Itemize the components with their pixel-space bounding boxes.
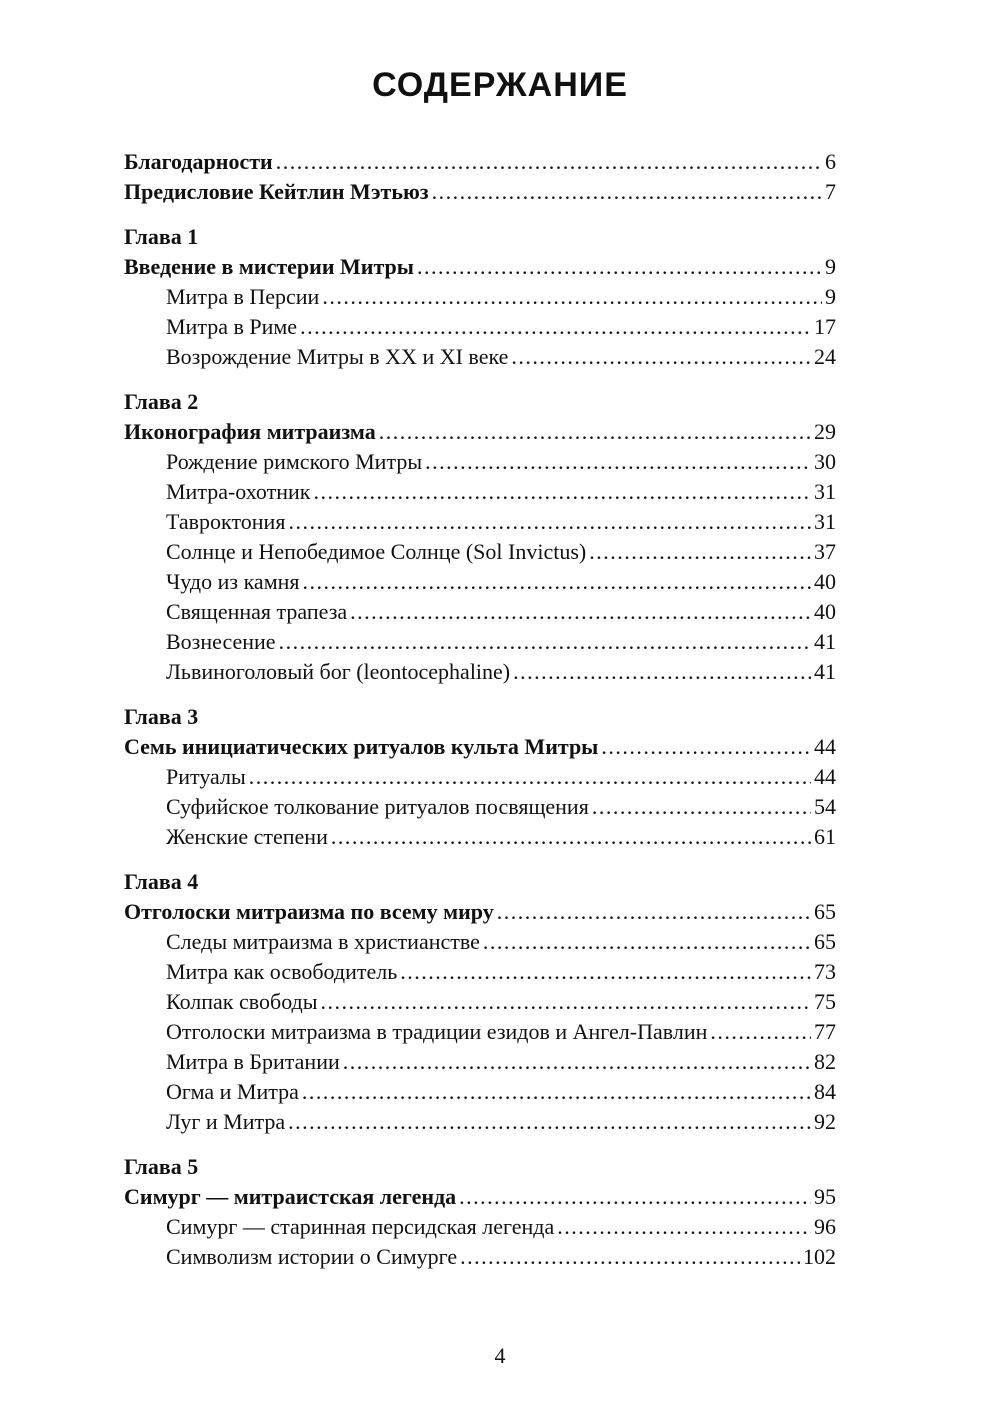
toc-entry-label: Вознесение [166,629,276,654]
leader-dots [511,342,811,372]
toc-entry-label: Суфийское толкование ритуалов посвящения [166,794,589,819]
section-entry [124,1017,836,1047]
toc-entry-label: Отголоски митраизма в традиции езидов и Ангел-Павлин [166,1019,708,1044]
toc-entry-label: Колпак свободы [166,989,318,1014]
toc-entry-page: 7 [825,179,836,204]
leader-dots [288,1107,811,1137]
toc-entry-page: 40 [814,599,836,624]
section-entry [124,342,836,372]
section-entry [124,477,836,507]
section-entry [124,957,836,987]
toc-entry-page: 84 [814,1079,836,1104]
toc-entry-page: 17 [814,314,836,339]
toc-entry-page: 73 [814,959,836,984]
section-entry [124,627,836,657]
section-entry [124,987,836,1017]
toc-entry-page: 9 [825,254,836,279]
toc-entry-label: Огма и Митра [166,1079,299,1104]
toc-entry-label: Ритуалы [166,764,246,789]
toc-entry-page: 6 [825,149,836,174]
leader-dots [589,537,811,567]
toc-entry-page: 92 [814,1109,836,1134]
section-entry [124,447,836,477]
section-entry [124,282,836,312]
toc-entry-page: 77 [814,1019,836,1044]
toc-entry-label: Благодарности [124,149,273,174]
chapter-title-entry [124,417,836,447]
toc-entry-page: 29 [814,419,836,444]
section-entry [124,1212,836,1242]
leader-dots [425,447,811,477]
leader-dots [417,252,822,282]
section-entry [124,597,836,627]
chapter-heading: Глава 5 [124,1154,199,1179]
toc-entry-label: Введение в мистерии Митры [124,254,414,279]
chapter-title-entry [124,897,836,927]
chapter-title-entry [124,252,836,282]
chapter-heading: Глава 1 [124,224,199,249]
page-title: СОДЕРЖАНИЕ [372,66,628,104]
toc-entry-label: Чудо из камня [166,569,300,594]
section-entry [124,507,836,537]
toc-entry-page: 75 [814,989,836,1014]
leader-dots [459,1182,811,1212]
toc-entry-page: 65 [814,929,836,954]
leader-dots [497,897,811,927]
toc-entry-label: Предисловие Кейтлин Мэтьюз [124,179,429,204]
section-entry [124,1242,836,1272]
toc-entry-label: Митра-охотник [166,479,311,504]
toc-entry-label: Симург — митраистская легенда [124,1184,457,1209]
toc-entry-page: 31 [814,479,836,504]
toc-entry-label: Тавроктония [166,509,286,534]
leader-dots [343,1047,811,1077]
chapter-heading: Глава 3 [124,704,199,729]
toc-entry-label: Львиноголовый бог (leontocephaline) [166,659,511,684]
toc-entry-label: Отголоски митраизма по всему миру [124,899,494,924]
leader-dots [557,1212,811,1242]
chapter-heading: Глава 4 [124,869,199,894]
leader-dots [432,177,822,207]
toc-entry-label: Митра в Риме [166,314,298,339]
chapter-heading: Глава 2 [124,389,199,414]
leader-dots [303,567,811,597]
leader-dots [331,822,811,852]
toc-entry-page: 96 [814,1214,836,1239]
section-entry [124,567,836,597]
leader-dots [460,1242,800,1272]
toc-entry-label: Митра в Персии [166,284,320,309]
toc-entry-acknowledgements [124,147,836,177]
table-of-contents [124,147,836,1272]
toc-entry-page: 61 [814,824,836,849]
toc-entry-label: Митра как освободитель [166,959,398,984]
section-entry [124,312,836,342]
toc-entry-page: 44 [814,764,836,789]
leader-dots [592,792,811,822]
toc-entry-page: 40 [814,569,836,594]
toc-entry-label: Священная трапеза [166,599,348,624]
leader-dots [513,657,811,687]
leader-dots [302,1077,811,1107]
leader-dots [710,1017,811,1047]
section-entry [124,927,836,957]
section-entry [124,1077,836,1107]
toc-entry-label: Иконография митраизма [124,419,376,444]
toc-entry-page: 41 [814,629,836,654]
toc-entry-page: 41 [814,659,836,684]
toc-entry-label: Семь инициатических ритуалов культа Митры [124,734,599,759]
leader-dots [321,987,811,1017]
toc-entry-label: Возрождение Митры в XX и XI веке [166,344,509,369]
section-entry [124,1047,836,1077]
leader-dots [379,417,811,447]
leader-dots [350,597,811,627]
section-entry [124,762,836,792]
toc-entry-label: Следы митраизма в христианстве [166,929,480,954]
section-entry [124,822,836,852]
page-number: 4 [494,1343,506,1368]
toc-entry-foreword [124,177,836,207]
toc-entry-label: Митра в Британии [166,1049,340,1074]
leader-dots [276,147,822,177]
leader-dots [601,732,811,762]
toc-entry-page: 24 [814,344,836,369]
toc-entry-label: Рождение римского Митры [166,449,423,474]
leader-dots [400,957,811,987]
toc-entry-page: 31 [814,509,836,534]
toc-entry-page: 9 [825,284,836,309]
toc-entry-page: 30 [814,449,836,474]
leader-dots [313,477,811,507]
toc-entry-label: Симург — старинная персидская легенда [166,1214,555,1239]
leader-dots [300,312,811,342]
chapter-title-entry [124,732,836,762]
section-entry [124,1107,836,1137]
toc-entry-label: Солнце и Непобедимое Солнце (Sol Invictus) [166,539,587,564]
toc-entry-page: 102 [803,1244,836,1269]
chapter-title-entry [124,1182,836,1212]
leader-dots [249,762,811,792]
toc-entry-page: 65 [814,899,836,924]
section-entry [124,792,836,822]
toc-entry-page: 82 [814,1049,836,1074]
toc-entry-page: 95 [814,1184,836,1209]
leader-dots [322,282,822,312]
toc-entry-label: Луг и Митра [166,1109,286,1134]
section-entry [124,537,836,567]
toc-entry-page: 37 [814,539,836,564]
toc-entry-label: Женские степени [166,824,328,849]
leader-dots [279,627,811,657]
leader-dots [288,507,811,537]
toc-entry-label: Символизм истории о Симурге [166,1244,458,1269]
toc-entry-page: 54 [814,794,836,819]
section-entry [124,657,836,687]
toc-entry-page: 44 [814,734,836,759]
leader-dots [483,927,811,957]
